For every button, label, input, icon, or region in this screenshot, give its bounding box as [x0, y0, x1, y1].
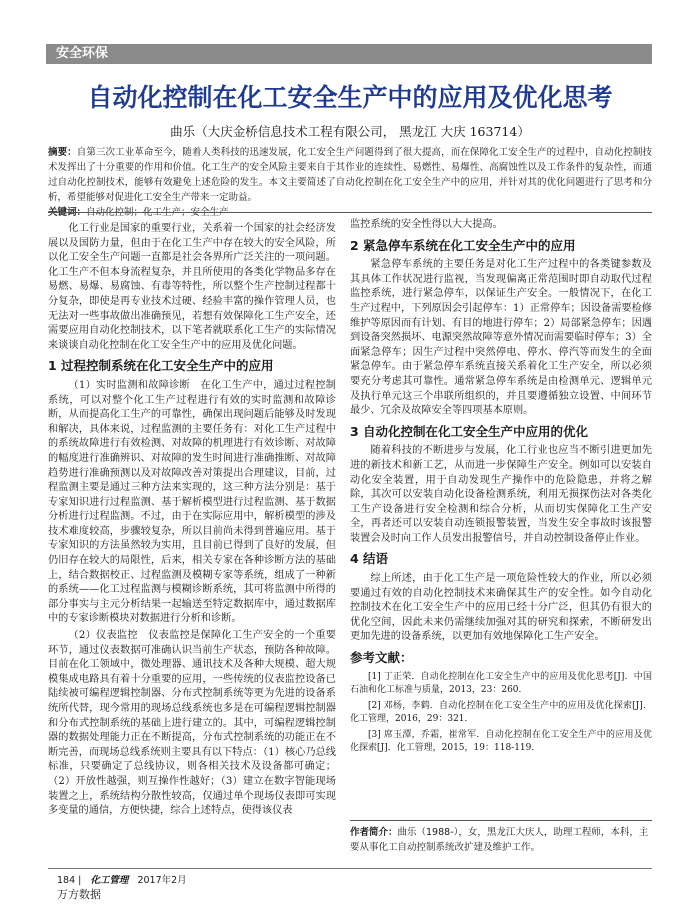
footer-separator: |	[78, 875, 82, 886]
page-footer	[57, 872, 187, 886]
author-affiliation: （大庆金桥信息技术工程有限公司， 黑龙江 大庆 163714）	[195, 124, 530, 139]
article-title: 自动化控制在化工安全生产中的应用及优化思考	[87, 83, 613, 112]
bio-divider	[350, 820, 652, 821]
references-title: 参考文献：	[350, 650, 413, 666]
intro-paragraph: 化工行业是国家的重要行业，关系着一个国家的社会经济发展以及国防力量，但由于在化工生产中存在较大的安全风险，所以化工安全生产问题一直都是社会各界所广泛关注的一项问题。化工生产不但本身流程复杂，并且所使用的各类化学物品多存在易燃、易爆、易腐蚀、有毒等特性，所以整个生产控制过程都十分复杂，即使是再专业技术过硬、经验丰富的操作管理人员，也无法对一些事故做出准确预见，若想有效保障化工生产安全，还需要应用自动化控制技术，以下笔者就联系化工生产的实际情况来谈谈自动化控制在化工安全生产中的应用及优化问题。	[48, 223, 336, 351]
journal-name: 化工管理	[90, 875, 129, 886]
reference-item: [1] 丁正荣．自动化控制在化工安全生产中的应用及优化思考[J]．中国石油和化工标准与质量，2013，23：260．	[350, 671, 652, 696]
abstract-text: 自第三次工业革命至今，随着人类科技的迅速发展，化工安全生产问题得到了很大提高，而在保障化工安全生产的过程中，自动化控制技术发挥出了十分重要的作用和价值。化工生产的安全风险主要来自于其作业的连续性、易燃性、易爆性、高腐蚀性以及工作条件的复杂性，而通过自动化控制技术，能够有效避免上述危险的发生。本文主要简述了自动化控制在化工安全生产中的应用，并针对其的优化问题进行了思考和分析，希望能够对促进化工安全生产带来一定助益。	[48, 147, 652, 203]
section-tag: 安全环保	[46, 44, 652, 64]
section-heading-3: 3 自动化控制在化工安全生产中应用的优化	[350, 423, 589, 439]
keywords-label: 关键词：	[48, 207, 87, 218]
abstract-divider	[48, 212, 652, 213]
paragraph-instrument: （2）仪表监控 仪表监控是保障化工生产安全的一个重要环节，通过仪表数据可准确认识当前生产状态，预防各种故障。目前在化工领域中，微处理器、通讯技术及各种大规模、超大规模集成电路具有着十分重要的应用，一些传统的仪表监控设备已陆续被可编程逻辑控制器、分布式控制系统等更为先进的设备系统所代替，现今常用的现场总线系统也多是在可编程逻辑控制器和分布式控制系统的基础上进行建立的。其中，可编程逻辑控制器的数据处理能力正在不断提高，分布式控制系统的功能正在不断完善，而现场总线系统则主要具有以下特点：（1）核心乃总线标准，只要确定了总线协议，则各相关技术及设备都可确定；（2）开放性越强，则互操作性越好；（3）建立在数字智能现场装置之上，系统结构分散性较高，仅通过单个现场仪表即可实现多变量的通信，方便快捷，综合上述特点，使得该仪表	[48, 630, 336, 817]
paragraph-optimization: 随着科技的不断进步与发展，化工行业也应当不断引进更加先进的新技术和新工艺，从而进一步保障生产安全。例如可以安装自动化安全装置，用于自动发现生产操作中的危险隐患，并将之解除，其次可以安装自动化设备检测系统，利用无损探伤法对各类化工生产设备进行安全检测和综合分析，从而切实保障化工生产安全，再者还可以安装自动连锁报警装置，当发生安全事故时该报警装置会及时向工作人员发出报警信号，并自动控制设备停止作业。	[350, 445, 652, 544]
bio-text: 曲乐（1988-），女，黑龙江大庆人，助理工程师，本科，主要从事化工自动控制系统改扩建及维护工作。	[350, 827, 649, 853]
author-line	[0, 122, 700, 140]
abstract	[48, 145, 652, 220]
paragraph-emergency-stop: 紧急停车系统的主要任务是对化工生产过程中的各类键参数及其具体工作状况进行监视，当发现偏离正常范围时即自动取代过程监控系统，进行紧急停车，以保证生产安全。一般情况下，在化工生产过程中，下列原因会引起停车：1）正常停车；因设备需要检修维护等原因而有计划、有目的地进行停车；2）局部紧急停车；因遇到设备突然损坏、电源突然故障等意外情况而需要临时停车；3）全面紧急停车；因生产过程中突然停电、停水、停汽等而发生的全面紧急停车。由于紧急停车系统直接关系着化工生产安全，所以必须要充分考虑其可靠性。通常紧急停车系统是由检测单元、逻辑单元及执行单元这三个串联所组织的，并且要遵循独立设置、中间环节最少、冗余及故障安全等四项基本原则。	[350, 259, 652, 417]
left-column	[48, 222, 336, 821]
reference-item: [2] 邓杨，李鹤．自动化控制在化工安全生产中的应用及优化探索[J]．化工管理，2016，29：321．	[350, 700, 652, 725]
paragraph-monitoring: （1）实时监测和故障诊断 在化工生产中，通过过程控制系统，可以对整个化工生产过程进行有效的实时监测和故障诊断，从而提高化工生产的可靠性，确保出现问题后能够及时发现和解决，具体来说，过程监测的主要任务有：对化工生产过程中的系统故障进行有效检测、对故障的机理进行有效诊断、对故障的幅度进行准确辨识、对故障的发生时间进行准确推断、对故障趋势进行准确预测以及对故障改善对策提出合理建议，目前，过程监测主要是通过三种方法来实现的，这三种方法分别是：基于专家知识进行过程监测、基于解析模型进行过程监测、基于数据分析进行过程监测。不过，由于在实际应用中，解析模型的涉及技术难度较高，步骤较复杂，所以目前尚未得到普遍应用。基于专家知识的方法虽然较为实用，且目前已得到了良好的发展，但仍旧存在较大的局限性，后来，相关专家在各种诊断方法的基础上，结合数据校正、过程监测及模糊专家等系统，组成了一种新的系统——化工过程监测与模糊诊断系统，其可将监测中所得的部分事实与主元分析结果一起输送至特定数据库中，通过数据库中的专家诊断模块对数据进行分析和诊断。	[48, 379, 336, 625]
continued-paragraph: 监控系统的安全性得以大大提高。	[350, 219, 503, 230]
page-number: 184	[57, 875, 76, 886]
issue-date: 2017年2月	[137, 875, 187, 886]
author-bio	[350, 826, 652, 855]
author-name: 曲乐	[170, 124, 196, 139]
right-column	[350, 218, 652, 758]
paragraph-conclusion: 综上所述，由于化工生产是一项危险性较大的作业，所以必须要通过有效的自动化控制技术来确保其生产的安全性。如今自动化控制技术在化工安全生产中的应用已经十分广泛，但其仍有很大的优化空间，因此未来仍需继续加强对其的研究和探索，不断研发出更加先进的设备系统，以更加有效地保障化工生产安全。	[350, 573, 652, 643]
footer-divider	[48, 868, 652, 869]
reference-item: [3] 席玉潭，乔霜，崔常军．自动化控制在化工安全生产中的应用及优化探索[J]．化工管理，2015，19：118-119．	[350, 729, 652, 754]
section-heading-1: 1 过程控制系统在化工安全生产中的应用	[48, 358, 274, 374]
watermark: 万方数据	[57, 888, 101, 901]
abstract-label: 摘要：	[48, 147, 77, 158]
section-heading-2: 2 紧急停车系统在化工安全生产中的应用	[350, 237, 576, 253]
section-heading-4: 4 结语	[350, 551, 389, 567]
bio-label: 作者简介：	[350, 827, 398, 838]
keywords-text: 自动化控制；化工生产；安全生产	[86, 207, 229, 218]
